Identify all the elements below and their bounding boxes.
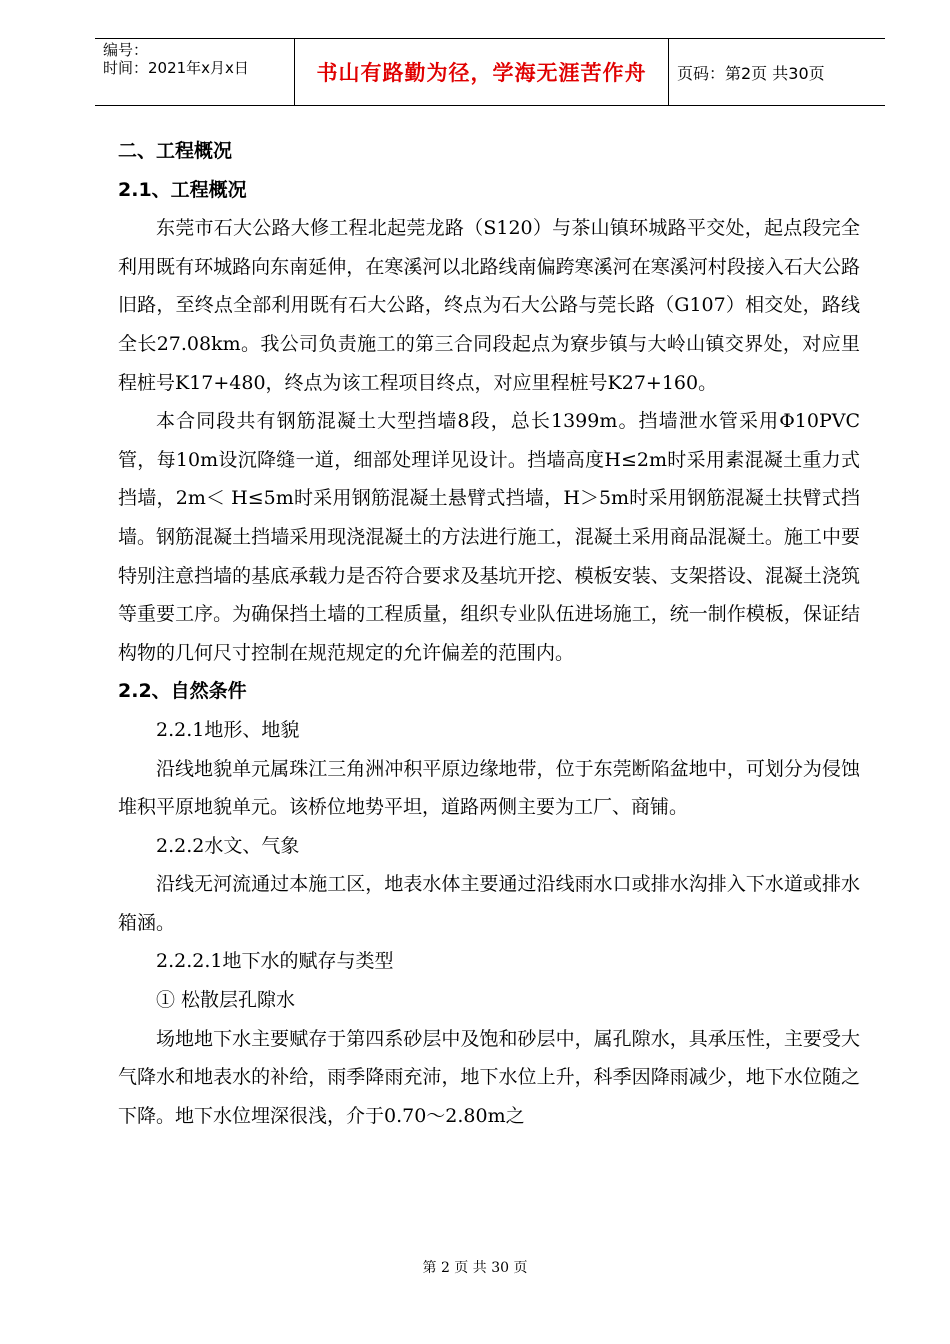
page-header [95, 38, 885, 106]
subheading-2-2-2-1: 2.2.2.1地下水的赋存与类型 [156, 950, 394, 973]
section-heading-2: 二、工程概况 [118, 140, 233, 162]
section-heading-2-2: 2.2、自然条件 [118, 680, 247, 703]
number-label: 编号： [103, 41, 149, 59]
section-heading-2-1: 2.1、工程概况 [118, 178, 247, 201]
subheading-2-2-2: 2.2.2水文、气象 [156, 834, 300, 857]
paragraph-retaining-walls: 本合同段共有钢筋混凝土大型挡墙8段，总长1399m。挡墙泄水管采用Φ10PVC管，每10m设沉降缝一道，细部处理详见设计。挡墙高度H≤2m时采用素混凝土重力式挡墙，2m＜ H≤5m时采用钢筋混凝土悬臂式挡墙，H＞5m时采用钢筋混凝土扶臂式挡墙。钢筋混凝土挡墙采用现浇混凝土的方法进行施工，混凝土采用商品混凝土。施工中要特别注意挡墙的基底承载力是否符合要求及基坑开挖、模板安装、支架搭设、混凝土浇筑等重要工序。为确保挡土墙的工程质量，组织专业队伍进场施工，统一制作模板，保证结构物的几何尺寸控制在规范规定的允许偏差的范围内。 [118, 410, 860, 664]
page-footer: 第 2 页 共 30 页 [422, 1260, 528, 1276]
subheading-loose-layer-water: ① 松散层孔隙水 [156, 989, 296, 1012]
time-label: 时间：2021年x月x日 [103, 59, 249, 77]
paragraph-terrain: 沿线地貌单元属珠江三角洲冲积平原边缘地带，位于东莞断陷盆地中，可划分为侵蚀堆积平原地貌单元。该桥位地势平坦，道路两侧主要为工厂、商铺。 [118, 757, 860, 819]
paragraph-hydrology: 沿线无河流通过本施工区，地表水体主要通过沿线雨水口或排水沟排入下水道或排水箱涵。 [118, 873, 860, 934]
header-page-info: 页码：第2页 共30页 [677, 63, 825, 83]
document-body [118, 132, 860, 1135]
paragraph-project-overview: 东莞市石大公路大修工程北起莞龙路（S120）与茶山镇环城路平交处，起点段完全利用既有环城路向东南延伸，在寒溪河以北路线南偏跨寒溪河在寒溪河村段接入石大公路旧路，至终点全部利用既有石大公路，终点为石大公路与莞长路（G107）相交处，路线全长27.08km。我公司负责施工的第三合同段起点为寮步镇与大岭山镇交界处，对应里程桩号K17+480，终点为该工程项目终点，对应里程桩号K27+160。 [118, 217, 860, 394]
subheading-2-2-1: 2.2.1地形、地貌 [156, 718, 300, 741]
header-meta [95, 39, 295, 105]
header-motto: 书山有路勤为径，学海无涯苦作舟 [295, 39, 669, 105]
paragraph-groundwater: 场地地下水主要赋存于第四系砂层中及饱和砂层中，属孔隙水，具承压性，主要受大气降水和地表水的补给，雨季降雨充沛，地下水位上升，科季因降雨减少，地下水位随之下降。地下水位埋深很浅，介于0.70～2.80m之 [118, 1027, 860, 1127]
